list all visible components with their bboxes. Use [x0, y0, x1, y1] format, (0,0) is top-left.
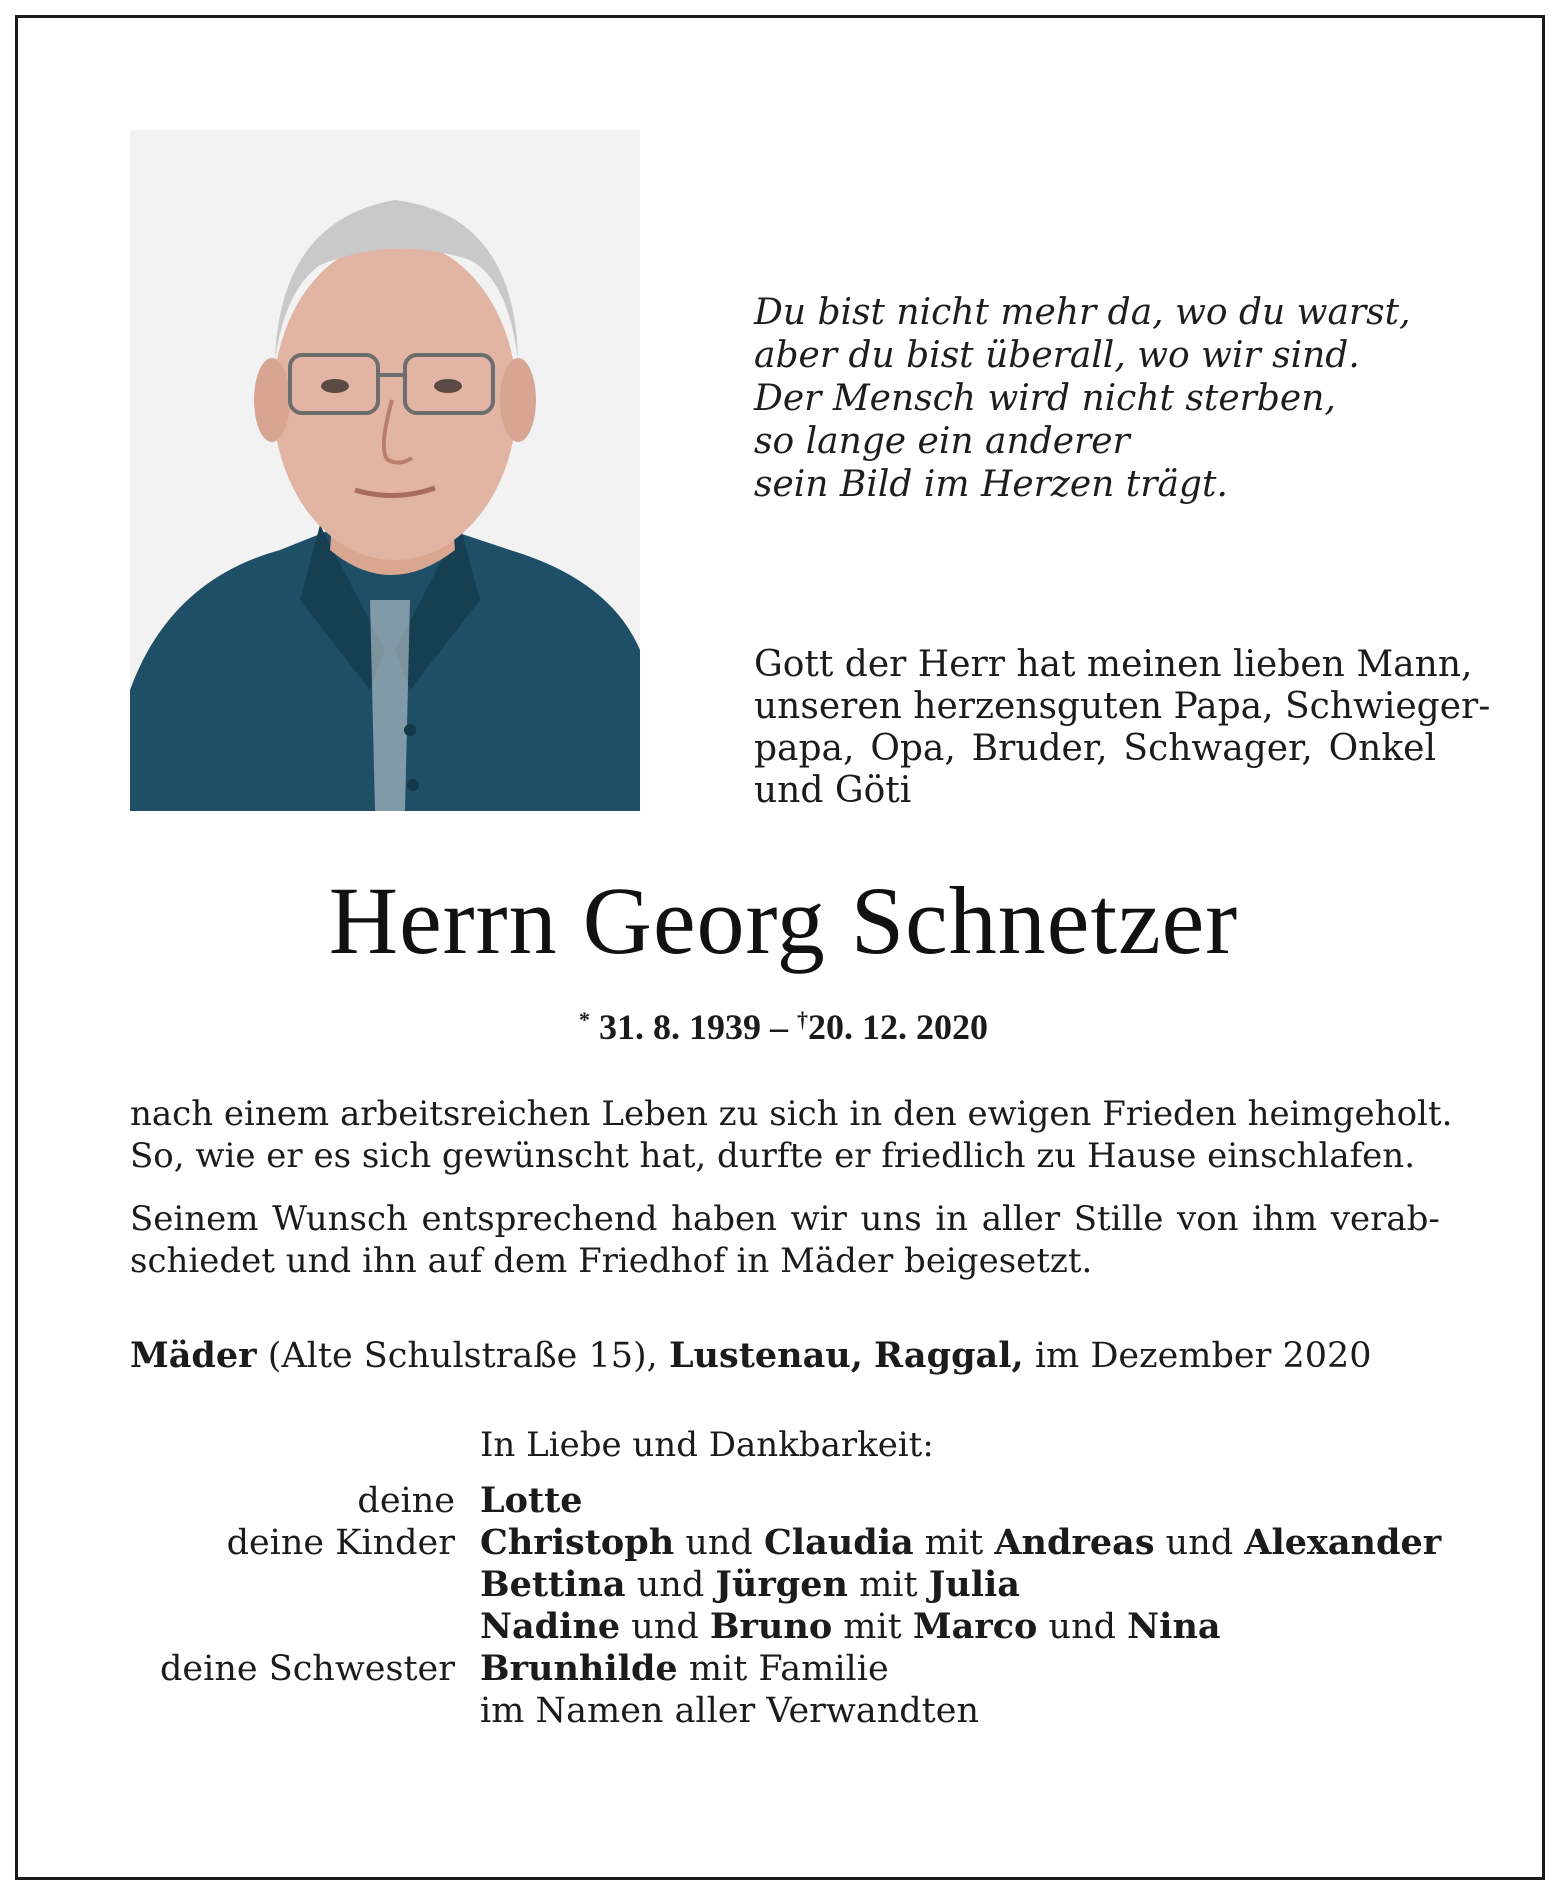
life-dates	[0, 998, 1567, 1049]
signers-list	[0, 1480, 1567, 1732]
intro-word: Bruder,	[971, 728, 1108, 769]
signer-names	[480, 1522, 1441, 1564]
word: ihm	[1252, 1199, 1318, 1239]
signer-name: Claudia	[763, 1522, 914, 1563]
intro-text	[754, 644, 1491, 812]
birth-date: 31. 8. 1939	[599, 1007, 761, 1047]
signer-names	[480, 1648, 889, 1690]
signer-relation: deine Schwester	[160, 1649, 455, 1689]
signer-name: Bettina	[480, 1564, 626, 1605]
signer-connector: und	[620, 1607, 710, 1647]
signer-name: Christoph	[480, 1522, 675, 1563]
word: in	[935, 1199, 969, 1239]
portrait-illustration	[130, 130, 640, 811]
signer-connector: im Namen aller Verwandten	[480, 1691, 979, 1731]
signer-connector: mit	[832, 1607, 913, 1647]
paragraph-1	[130, 1093, 1453, 1177]
signer-connector: mit Familie	[677, 1649, 889, 1689]
paragraph-line: So, wie er es sich gewünscht hat, durfte er friedlich zu Hause einschlafen.	[130, 1136, 1416, 1176]
signer-relation: deine Kinder	[226, 1523, 455, 1563]
town-maeder: Mäder	[130, 1335, 257, 1376]
portrait-photo	[130, 130, 640, 811]
word: Stille	[1073, 1199, 1164, 1239]
signer-names	[480, 1480, 583, 1522]
intro-word: Onkel	[1328, 728, 1436, 769]
signer-connector: und	[674, 1523, 764, 1563]
poem-line: Du bist nicht mehr da, wo du warst,	[754, 292, 1411, 333]
intro-word: Opa,	[870, 728, 956, 769]
signer-row	[0, 1564, 1567, 1606]
intro-line: und Göti	[754, 770, 912, 811]
date-separator: –	[770, 1007, 788, 1047]
signer-names	[480, 1690, 979, 1732]
signer-names	[480, 1606, 1221, 1648]
intro-word: papa,	[754, 728, 855, 769]
signer-row	[0, 1480, 1567, 1522]
poem-line: Der Mensch wird nicht sterben,	[754, 378, 1336, 419]
death-symbol: †	[797, 1007, 808, 1032]
month-year: im Dezember 2020	[1034, 1336, 1372, 1376]
signer-row	[0, 1606, 1567, 1648]
word: Wunsch	[272, 1199, 408, 1239]
birth-symbol: *	[579, 1007, 590, 1032]
signer-connector: und	[1037, 1607, 1128, 1647]
signer-connector: mit	[848, 1565, 929, 1605]
signer-relation: deine	[357, 1481, 455, 1521]
word: wir	[790, 1199, 847, 1239]
paragraph-2	[130, 1198, 1440, 1282]
signer-name: Nadine	[480, 1606, 621, 1647]
word: Seinem	[130, 1199, 259, 1239]
death-date: 20. 12. 2020	[808, 1007, 988, 1047]
town-raggal: Raggal,	[874, 1335, 1024, 1376]
place-and-date	[130, 1334, 1372, 1378]
poem-line: sein Bild im Herzen trägt.	[754, 464, 1228, 505]
signer-connector: und	[625, 1565, 716, 1605]
word: aller	[981, 1199, 1061, 1239]
intro-line: Gott der Herr hat meinen lieben Mann,	[754, 644, 1473, 685]
address: (Alte Schulstraße 15),	[267, 1336, 658, 1376]
intro-word: Schwager,	[1123, 728, 1313, 769]
signer-name: Bruno	[709, 1606, 833, 1647]
signer-name: Andreas	[994, 1522, 1155, 1563]
intro-line-justified	[754, 728, 1436, 770]
signer-name: Brunhilde	[480, 1648, 678, 1689]
signer-row	[0, 1690, 1567, 1732]
signer-connector: und	[1154, 1523, 1245, 1563]
signer-name: Marco	[912, 1606, 1038, 1647]
signer-names	[480, 1564, 1020, 1606]
signer-connector: mit	[913, 1523, 995, 1563]
signer-row	[0, 1522, 1567, 1564]
signer-name: Jürgen	[715, 1564, 848, 1605]
word: entsprechend	[421, 1199, 658, 1239]
poem	[754, 291, 1454, 506]
word: verab-	[1330, 1199, 1440, 1239]
poem-line: aber du bist überall, wo wir sind.	[754, 335, 1360, 376]
signer-name: Julia	[928, 1564, 1020, 1605]
word: von	[1176, 1199, 1239, 1239]
paragraph-line: nach einem arbeitsreichen Leben zu sich in den ewigen Frieden heimgeholt.	[130, 1094, 1453, 1134]
deceased-name: Herrn Georg Schnetzer	[328, 867, 1239, 974]
word: uns	[860, 1199, 922, 1239]
signer-name: Alexander	[1244, 1522, 1442, 1563]
paragraph-line-justified	[130, 1198, 1440, 1240]
signer-name: Lotte	[480, 1480, 583, 1521]
signer-name: Nina	[1127, 1606, 1221, 1647]
poem-line: so lange ein anderer	[754, 421, 1130, 462]
thanks-line: In Liebe und Dankbarkeit:	[480, 1425, 934, 1465]
signer-row	[0, 1648, 1567, 1690]
word: haben	[671, 1199, 778, 1239]
intro-line: unseren herzensguten Papa, Schwieger-	[754, 686, 1491, 727]
paragraph-line: schiedet und ihn auf dem Friedhof in Mäder beigesetzt.	[130, 1241, 1093, 1281]
town-lustenau: Lustenau,	[668, 1335, 863, 1376]
